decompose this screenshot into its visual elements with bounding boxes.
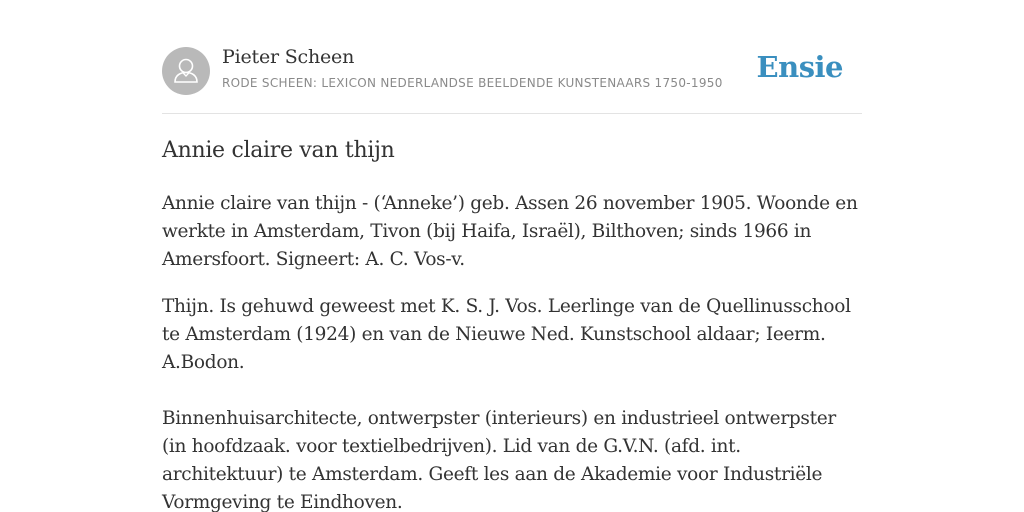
paragraph: Thijn. Is gehuwd geweest met K. S. J. Vos. Leerlinge van de Quellinusschool te Amsterdam (1924) en van de Nieuwe Ned. Kunstschool aldaar; Ieerm. A.Bodon. xyxy=(162,296,851,373)
divider xyxy=(162,113,862,114)
paragraph: Binnenhuisarchitecte, ontwerpster (interieurs) en industrieel ontwerpster (in hoofdzaak. voor textielbedrijven). Lid van de G.V.N. (afd. int. architektuur) te Amsterdam. Geeft les aan de Akademie voor Industriële Vormgeving te Eindhoven. xyxy=(162,408,836,512)
user-icon xyxy=(162,47,210,95)
article-body xyxy=(162,190,862,512)
header xyxy=(162,46,862,96)
avatar[interactable] xyxy=(162,47,210,95)
author-name[interactable]: Pieter Scheen xyxy=(222,46,355,68)
source-title[interactable]: RODE SCHEEN: LEXICON NEDERLANDSE BEELDENDE KUNSTENAARS 1750-1950 xyxy=(222,76,723,90)
paragraph: Annie claire van thijn - (‘Anneke’) geb. Assen 26 november 1905. Woonde en werkte in Amsterdam, Tivon (bij Haifa, Israël), Bilthoven; sinds 1966 in Amersfoort. Signeert: A. C. Vos-v. xyxy=(162,193,858,270)
page-title: Annie claire van thijn xyxy=(162,138,395,163)
brand-logo[interactable]: Ensie xyxy=(756,50,843,84)
